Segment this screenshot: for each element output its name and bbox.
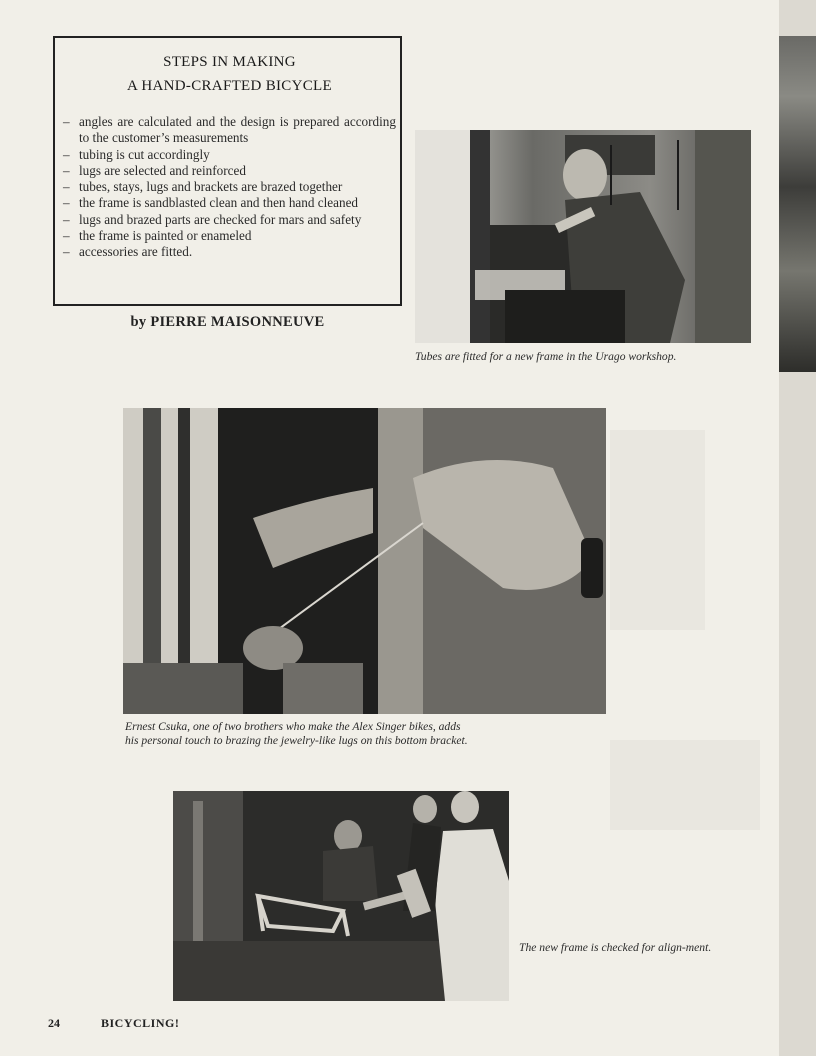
step-item: – lugs are selected and reinforced: [63, 162, 246, 178]
facing-page-photo-edge: [779, 36, 816, 372]
byline: by PIERRE MAISONNEUVE: [130, 314, 325, 330]
alignment-photo: [173, 791, 509, 1001]
brazing-caption: Ernest Csuka, one of two brothers who make the Alex Singer bikes, adds his personal touch to brazing the jewelry-like lugs on this bottom bracket.: [125, 720, 468, 747]
magazine-name: BICYCLING!: [101, 1016, 180, 1030]
step-item: – tubes, stays, lugs and brackets are brazed together: [63, 179, 343, 195]
step-item: – angles are calculated and the design is prepared according to the customer’s measurements: [63, 114, 396, 146]
brazing-photo: [123, 408, 606, 714]
show-through-shadow: [610, 740, 760, 830]
step-item: – accessories are fitted.: [63, 244, 193, 260]
step-item: – the frame is painted or enameled: [63, 228, 252, 244]
box-title-line-2: A HAND-CRAFTED BICYCLE: [127, 78, 332, 94]
show-through-shadow: [610, 430, 705, 630]
steps-list: [63, 114, 396, 261]
step-item: – the frame is sandblasted clean and then hand cleaned: [63, 195, 359, 211]
step-item: – tubing is cut accordingly: [63, 146, 210, 162]
workshop-caption: Tubes are fitted for a new frame in the Urago workshop.: [415, 350, 677, 363]
alignment-caption: The new frame is checked for align-ment.: [519, 941, 712, 954]
workshop-photo: [415, 130, 751, 343]
step-item: – lugs and brazed parts are checked for mars and safety: [63, 211, 362, 227]
box-title-line-1: STEPS IN MAKING: [163, 54, 296, 70]
steps-box: [53, 36, 402, 306]
page-number: 24: [48, 1016, 60, 1030]
